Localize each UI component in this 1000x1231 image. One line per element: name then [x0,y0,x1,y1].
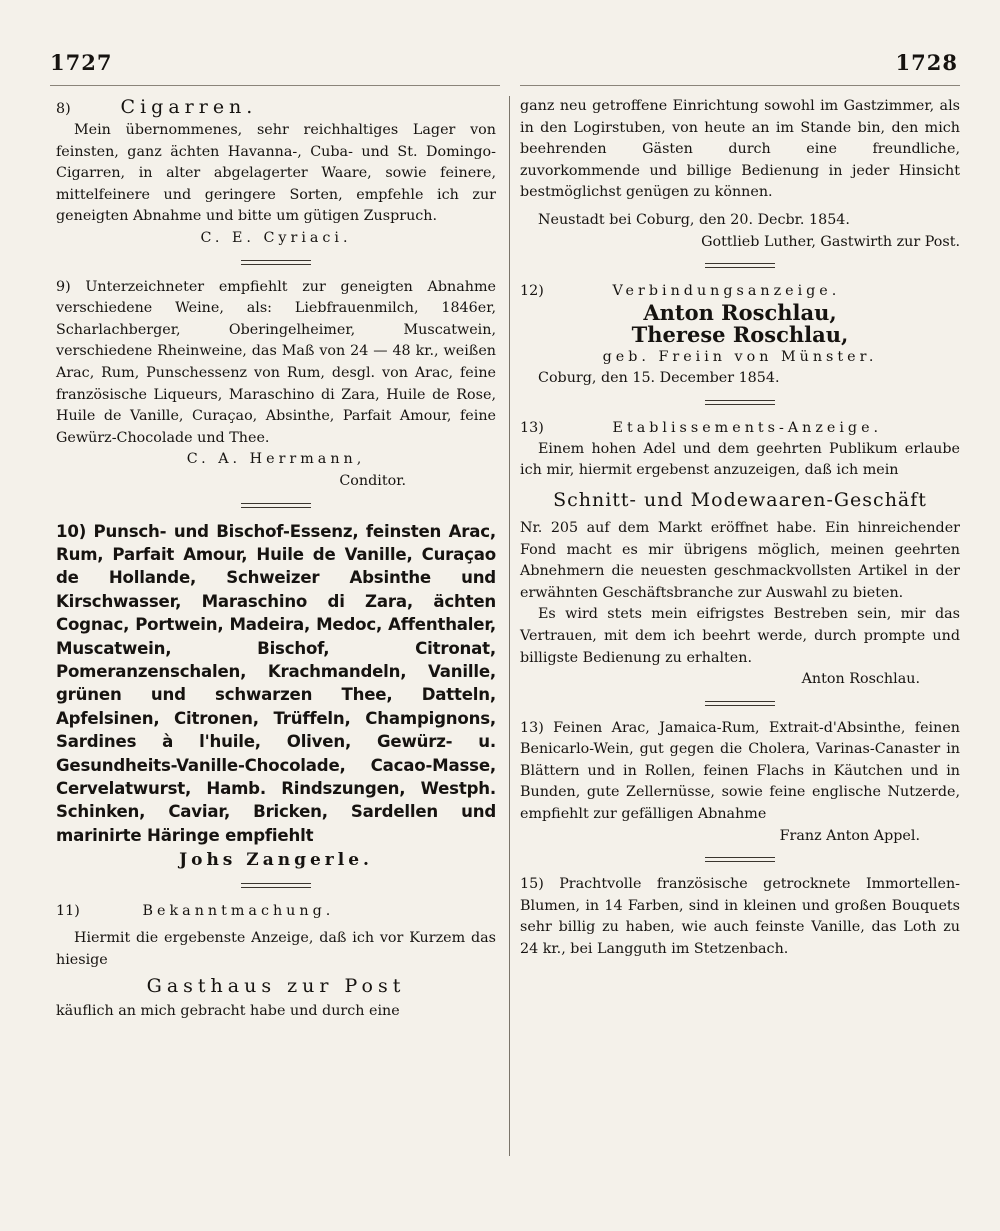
notice-13-shop-name: Schnitt- und Modewaaren-Geschäft [553,488,927,511]
notice-12-nee: geb. Freiin von Münster. [602,349,878,366]
notice-11-signature: Gottlieb Luther, Gastwirth zur Post. [701,233,960,250]
notice-10-signature: Johs Zangerle. [179,850,373,871]
notice-12-name-bride: Therese Roschlau, [631,322,849,348]
notice-9-signature-role: Conditor. [339,472,406,489]
notice-11-body: Hiermit die ergebenste Anzeige, daß ich vor Kurzem das hiesige [56,930,496,968]
notice-12-title: Verbindungsanzeige. [612,283,841,300]
column-divider [509,96,510,1156]
notice-12-place-date: Coburg, den 15. December 1854. [538,370,780,387]
page-number-right: 1728 [895,50,958,75]
notice-8-heading [56,96,496,120]
notice-13-body-2: Es wird stets mein eifrigstes Bestreben sein, mir das Vertrauen, mit dem ich beehrt werde, durch prompte und billigste Bedienung zu erhalten. [520,606,960,666]
notice-8-body: Mein übernommenes, sehr reichhaltiges Lager von feinsten, ganz ächten Havanna-, Cuba- und St. Domingo-Cigarren, in alter abgelagerter Waare, sowie feinere, mittelfeinere und geringere Sorten, empfehle ich zur geneigten Abnahme und bitte um gütigen Zuspruch. [56,122,496,225]
notice-10 [56,520,496,874]
notice-11-heading [56,900,496,922]
notice-11-business-name: Gasthaus zur Post [146,975,406,998]
notice-11-continuation [520,96,960,253]
notice-13-title: Etablissements-Anzeige. [612,419,883,436]
notice-15-body: 15) Prachtvolle französische getrocknete Immortellen-Blumen, in 14 Farben, sind in kleinen und großen Bouquets sehr billig zu haben, wie auch feinste Vanille, das Loth zu 24 kr., bei Langguth im Stetzenbach. [520,876,960,958]
notice-8-signature: C. E. Cyriaci. [200,229,352,246]
notice-11 [56,900,496,1023]
notice-10-body: 10) Punsch- und Bischof-Essenz, feinsten Arac, Rum, Parfait Amour, Huile de Vanille, Curaçao de Hollande, Schweizer Absinthe und Kirschwasser, Maraschino di Zara, ächten Cognac, Portwein, Madeira, Medoc, Affenthaler, Muscatwein, Bischof, Citronat, Pomeranzenschalen, Krachmandeln, Vanille, grünen und schwarzen Thee, Datteln, Apfelsinen, Citronen, Trüffeln, Champignons, Sardines à l'huile, Oliven, Gewürz- u. Gesundheits-Vanille-Chocolade, Cacao-Masse, Cervelatwurst, Hamb. Rindszungen, Westph. Schinken, Caviar, Bricken, Sardellen und marinirte Häringe empfiehlt [56,521,496,845]
notice-9 [56,277,496,493]
notice-12-number: 12) [520,283,544,300]
notice-11-body-continued: käuflich an mich gebracht habe und durch eine [56,1003,400,1020]
separator [241,503,311,508]
notice-11-cont-body: ganz neu getroffene Einrichtung sowohl im Gastzimmer, als in den Logirstuben, von heute an im Stande bin, den mich beehrenden Gästen durch eine freundliche, zuvorkommende und billige Bedienung in jeder Hinsicht bestmöglichst genügen zu können. [520,98,960,201]
separator [705,857,775,862]
notice-11-place-date: Neustadt bei Coburg, den 20. Decbr. 1854. [538,211,850,228]
separator [241,260,311,265]
notice-13-body: Nr. 205 auf dem Markt eröffnet habe. Ein hinreichender Fond macht es mir übrigens möglich, meinen geehrten Abnehmern die neuesten geschmackvollsten Artikel in der erwähnten Geschäftsbranche zur Auswahl zu bieten. [520,519,960,601]
page-number-left: 1727 [50,50,113,75]
separator [705,263,775,268]
notice-12 [520,280,960,390]
separator [241,883,311,888]
notice-11-number: 11) [56,903,80,920]
notice-13-number: 13) [520,419,544,436]
notice-13-heading [520,417,960,439]
notice-12-name-groom: Anton Roschlau, [643,300,837,326]
notice-8 [56,96,496,250]
notice-9-body: 9) Unterzeichneter empfiehlt zur geneigten Abnahme verschiedene Weine, als: Liebfrauenmilch, 1846er, Scharlachberger, Oberingelheimer, Muscatwein, verschiedene Rheinweine, das Maß von 24 — 48 kr., weißen Arac, Rum, Punschessenz von Rum, desgl. von Arac, feine französische Liqueurs, Maraschino di Zara, Huile de Rose, Huile de Vanille, Curaçao, Absinthe, Parfait Amour, feine Gewürz-Chocolade und Thee. [56,278,496,446]
right-column [520,96,960,961]
notice-11-title: Bekanntmachung. [142,903,335,920]
notice-13b-signature: Franz Anton Appel. [779,827,920,844]
notice-15 [520,874,960,960]
notice-8-number: 8) [56,101,71,117]
notice-13b-body: 13) Feinen Arac, Jamaica-Rum, Extrait-d'Absinthe, feinen Benicarlo-Wein, gut gegen die Cholera, Varinas-Canaster in Blättern und in Rollen, feinen Flachs in Käutchen und in Bunden, gute Zellernüsse, sowie feine englische Nutzerde, empfiehlt zur gefälligen Abnahme [520,719,960,823]
notice-8-title: Cigarren. [120,96,258,118]
header-rule-right [520,85,960,86]
notice-13-intro: Einem hohen Adel und dem geehrten Publikum erlaube ich mir, hiermit ergebenst anzuzeigen, daß ich mein [520,440,960,479]
notice-13-signature: Anton Roschlau. [801,671,920,688]
notice-9-signature: C. A. Herrmann, [186,451,366,468]
left-column [56,96,496,1023]
header-rule-left [50,85,500,86]
notice-13-goods [520,718,960,848]
notice-13-establishment [520,417,960,691]
separator [705,701,775,706]
notice-12-heading [520,280,960,302]
separator [705,400,775,405]
